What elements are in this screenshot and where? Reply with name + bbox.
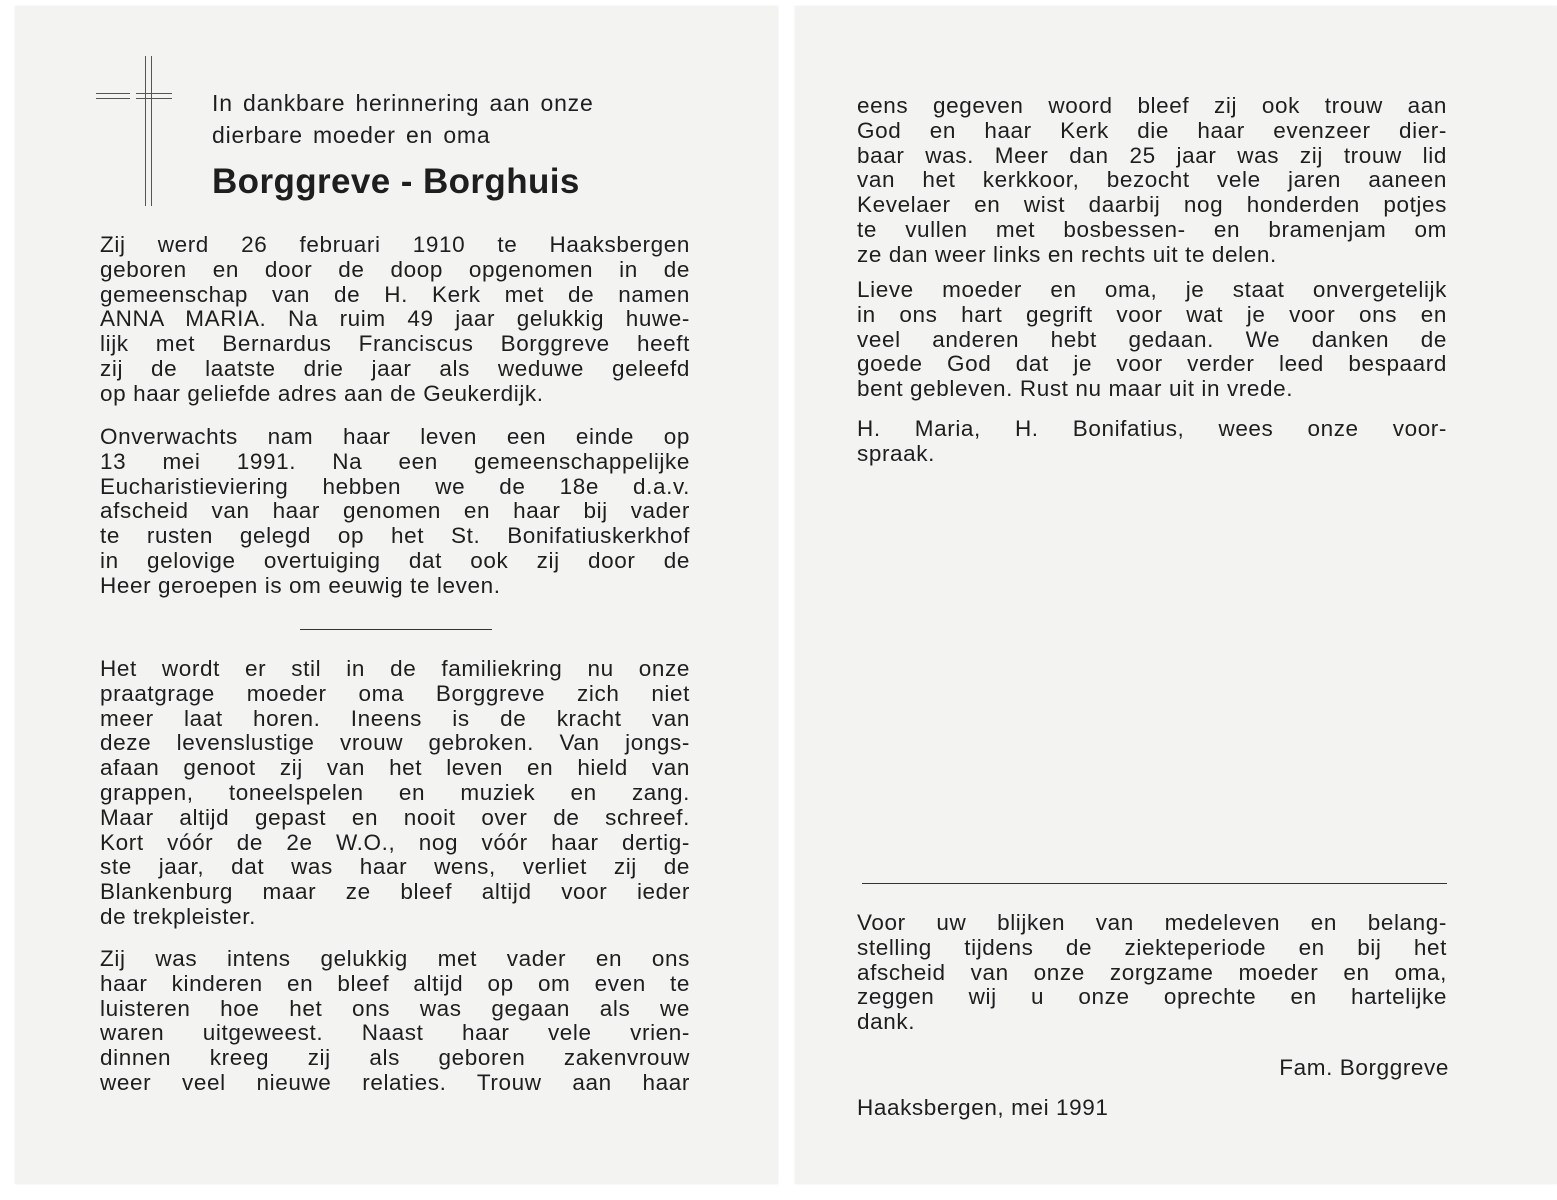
header-line-1: In dankbare herinnering aan onze <box>212 90 594 116</box>
text-line: in ons hart gegrift voor wat je voor ons en <box>857 301 1447 327</box>
text-line: weer veel nieuwe relaties. Trouw aan haar <box>100 1069 690 1095</box>
text-line: Kort vóór de 2e W.O., nog vóór haar dertig- <box>100 829 690 855</box>
text-line: in gelovige overtuiging dat ook zij door de <box>100 547 690 573</box>
paragraph <box>857 417 1447 467</box>
text-line: dank. <box>857 1009 916 1035</box>
text-line: te vullen met bosbessen- en bramenjam om <box>857 216 1447 242</box>
text-line: God en haar Kerk die haar evenzeer dier- <box>857 117 1447 143</box>
signature: Fam. Borggreve <box>1279 1055 1449 1080</box>
text-line: deze levenslustige vrouw gebroken. Van jongs- <box>100 730 690 756</box>
text-line: spraak. <box>857 440 935 466</box>
text-line: luisteren hoe het ons was gegaan als we <box>100 995 690 1021</box>
text-line: te rusten gelegd op het St. Bonifatiuskerkhof <box>100 523 690 549</box>
divider <box>300 629 492 630</box>
text-line: zij de laatste drie jaar als weduwe geleefd <box>100 355 690 381</box>
left-page <box>15 6 778 1184</box>
place-date: Haaksbergen, mei 1991 <box>857 1095 1109 1120</box>
text-line: Het wordt er stil in de familiekring nu onze <box>100 656 690 681</box>
text-line: baar was. Meer dan 25 jaar was zij trouw lid <box>857 142 1447 168</box>
text-line: geboren en door de doop opgenomen in de <box>100 256 690 282</box>
text-line: Zij was intens gelukkig met vader en ons <box>100 946 690 971</box>
text-line: bent gebleven. Rust nu maar uit in vrede. <box>857 376 1294 402</box>
paragraph <box>100 947 690 1096</box>
text-line: haar kinderen en bleef altijd op om even te <box>100 970 690 996</box>
text-line: ste jaar, dat was haar wens, verliet zij de <box>100 854 690 880</box>
paragraph <box>857 94 1447 268</box>
text-line: lijk met Bernardus Franciscus Borggreve heeft <box>100 331 690 357</box>
text-line: praatgrage moeder oma Borggreve zich niet <box>100 680 690 706</box>
text-line: eens gegeven woord bleef zij ook trouw aan <box>857 93 1447 118</box>
text-line: Voor uw blijken van medeleven en belang- <box>857 910 1447 935</box>
text-line: afscheid van haar genomen en haar bij vader <box>100 498 690 524</box>
paragraph <box>857 278 1447 402</box>
text-line: meer laat horen. Ineens is de kracht van <box>100 705 690 731</box>
text-line: op haar geliefde adres aan de Geukerdijk. <box>100 380 544 406</box>
text-line: de trekpleister. <box>100 903 256 929</box>
text-line: Lieve moeder en oma, je staat onvergetelijk <box>857 277 1447 302</box>
text-line: Blankenburg maar ze bleef altijd voor ieder <box>100 879 690 905</box>
text-line: Zij werd 26 februari 1910 te Haaksbergen <box>100 232 690 257</box>
cross-arm-right <box>136 93 172 99</box>
text-line: ANNA MARIA. Na ruim 49 jaar gelukkig huwe- <box>100 306 690 332</box>
text-line: dinnen kreeg zij als geboren zakenvrouw <box>100 1045 690 1071</box>
paragraph <box>857 911 1447 1035</box>
paragraph <box>100 233 690 407</box>
text-line: H. Maria, H. Bonifatius, wees onze voor- <box>857 416 1447 441</box>
text-line: Eucharistieviering hebben we de 18e d.a.v. <box>100 473 690 499</box>
text-line: afaan genoot zij van het leven en hield van <box>100 755 690 781</box>
text-line: waren uitgeweest. Naast haar vele vrien- <box>100 1020 690 1046</box>
text-line: Onverwachts nam haar leven een einde op <box>100 424 690 449</box>
text-line: zeggen wij u onze oprechte en hartelijke <box>857 984 1447 1010</box>
text-line: Kevelaer en wist daarbij nog honderden potjes <box>857 192 1447 218</box>
cross-arm-left <box>96 93 130 99</box>
right-page <box>795 6 1557 1184</box>
paragraph <box>100 657 690 930</box>
paragraph <box>100 425 690 599</box>
text-line: Heer geroepen is om eeuwig te leven. <box>100 572 501 598</box>
text-line: stelling tijdens de ziekteperiode en bij het <box>857 934 1447 960</box>
cross-icon <box>145 56 152 206</box>
text-line: van het kerkkoor, bezocht vele jaren aaneen <box>857 167 1447 193</box>
header-line-2: dierbare moeder en oma <box>212 122 491 148</box>
text-line: veel anderen hebt gedaan. We danken de <box>857 326 1447 352</box>
text-line: Maar altijd gepast en nooit over de schreef. <box>100 804 690 830</box>
page-title: Borggreve - Borghuis <box>212 162 580 201</box>
text-line: 13 mei 1991. Na een gemeenschappelijke <box>100 448 690 474</box>
text-line: grappen, toneelspelen en muziek en zang. <box>100 779 690 805</box>
text-line: goede God dat je voor verder leed bespaard <box>857 351 1447 377</box>
divider <box>862 883 1447 884</box>
text-line: gemeenschap van de H. Kerk met de namen <box>100 281 690 307</box>
text-line: afscheid van onze zorgzame moeder en oma, <box>857 959 1447 985</box>
text-line: ze dan weer links en rechts uit te delen. <box>857 241 1277 267</box>
